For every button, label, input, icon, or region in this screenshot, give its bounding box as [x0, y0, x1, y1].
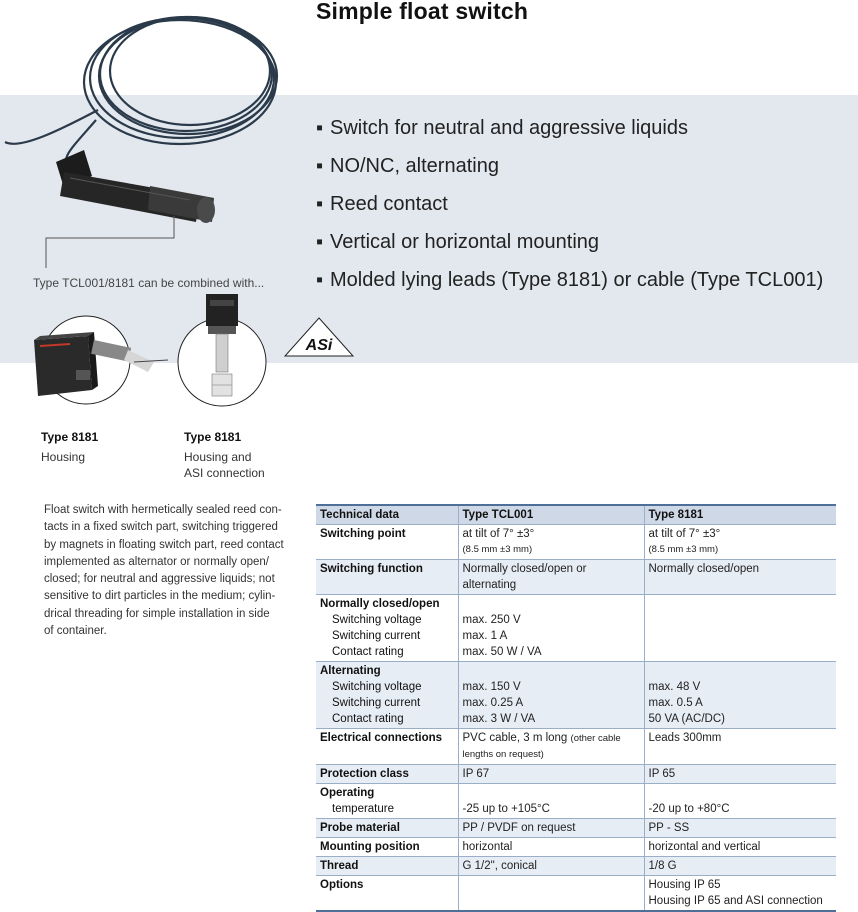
- bullet-icon: ▪: [316, 155, 324, 177]
- table-row: [316, 662, 836, 729]
- cell-8181: [644, 595, 836, 662]
- cell-line: 1/8 G: [648, 860, 677, 872]
- cell-line: max. 0.5 A: [648, 697, 703, 709]
- cell-line: [649, 663, 833, 679]
- cell-line: [649, 785, 833, 801]
- bullet-icon: ▪: [316, 231, 324, 253]
- cell-tcl001: [458, 876, 644, 912]
- cell-line: Switching voltage: [332, 681, 422, 693]
- product-description: [44, 502, 294, 640]
- cell-tcl001: [458, 765, 644, 784]
- cell-line: max. 48 V: [648, 681, 701, 693]
- cell-line: Normally closed/open: [320, 598, 440, 610]
- table-row: [316, 560, 836, 595]
- cell-line: at tilt of 7° ±3°: [648, 528, 721, 540]
- cell-line: horizontal: [462, 841, 513, 853]
- cell-line: max. 150 V: [462, 681, 521, 693]
- row-label: [316, 784, 458, 819]
- cell-line: alternating: [462, 579, 517, 591]
- cell-8181: [644, 838, 836, 857]
- cell-line: [463, 596, 640, 612]
- variant-type: Type 8181: [41, 430, 99, 444]
- description-line: of container.: [44, 625, 107, 638]
- cell-tcl001: [458, 857, 644, 876]
- combination-caption: Type TCL001/8181 can be combined with...: [33, 276, 265, 290]
- cell-line: Housing IP 65: [648, 879, 721, 891]
- asi-logo: [282, 316, 356, 358]
- technical-data-table: [316, 504, 836, 912]
- cell-8181: [644, 819, 836, 838]
- cell-tcl001: [458, 819, 644, 838]
- cell-line: G 1/2", conical: [462, 860, 537, 872]
- cell-8181: [644, 729, 836, 765]
- table-row: [316, 838, 836, 857]
- cell-tcl001: [458, 838, 644, 857]
- cell-line: Contact rating: [332, 646, 404, 658]
- table-row: [316, 876, 836, 912]
- cell-line: [463, 663, 640, 679]
- cell-8181: [644, 857, 836, 876]
- cell-8181: [644, 525, 836, 560]
- cell-tcl001: [458, 560, 644, 595]
- feature-item: [316, 114, 823, 152]
- variant-housing: [41, 429, 98, 465]
- feature-text: Switch for neutral and aggressive liquids: [330, 117, 688, 139]
- cell-line: Electrical connections: [320, 732, 443, 744]
- cell-line: Protection class: [320, 768, 409, 780]
- cell-tcl001: [458, 784, 644, 819]
- cell-line: Alternating: [320, 665, 381, 677]
- table-row: [316, 857, 836, 876]
- row-label: [316, 765, 458, 784]
- cell-line: Switching function: [320, 563, 423, 575]
- description-line: implemented as alternator or normally open/: [44, 555, 270, 568]
- description-line: by magnets in floating switch part, reed contact: [44, 538, 284, 551]
- row-label: [316, 595, 458, 662]
- cell-line: Options: [320, 879, 364, 891]
- row-label: [316, 525, 458, 560]
- variant-desc-line: Housing and: [184, 450, 252, 464]
- asi-logo-text: ASi: [305, 337, 333, 354]
- asi-housing-accessory-photo: [178, 290, 278, 412]
- cell-line: (8.5 mm ±3 mm): [648, 544, 719, 555]
- variant-desc-line: ASI connection: [184, 466, 265, 480]
- description-line: drical threading for simple installation in side: [44, 607, 270, 620]
- cell-8181: [644, 662, 836, 729]
- cell-tcl001: [458, 729, 644, 765]
- cell-line: max. 50 W / VA: [462, 646, 542, 658]
- cell-tcl001: [458, 525, 644, 560]
- row-label: [316, 662, 458, 729]
- cell-8181: [644, 560, 836, 595]
- cell-line: PVC cable, 3 m long (other cable: [462, 732, 621, 744]
- table-header-row: [316, 505, 836, 525]
- cell-tcl001: [458, 662, 644, 729]
- cell-line: Normally closed/open: [648, 563, 760, 575]
- cell-8181: [644, 784, 836, 819]
- cell-line: IP 67: [462, 768, 490, 780]
- bullet-icon: ▪: [316, 117, 324, 139]
- table-row: [316, 765, 836, 784]
- cell-8181: [644, 876, 836, 912]
- cell-line: Switching point: [320, 528, 406, 540]
- cell-line: -20 up to +80°C: [648, 803, 730, 815]
- table-row: [316, 784, 836, 819]
- feature-text: Vertical or horizontal mounting: [330, 231, 600, 253]
- variant-desc-line: Housing: [41, 450, 86, 464]
- description-line: sensitive to dirt particles in the medium; cylin-: [44, 590, 276, 603]
- feature-text: NO/NC, alternating: [330, 155, 499, 177]
- row-label: [316, 729, 458, 765]
- row-label: [316, 560, 458, 595]
- table-row: [316, 819, 836, 838]
- cell-line: temperature: [332, 803, 395, 815]
- float-switch-photo: [0, 0, 300, 285]
- row-label: [316, 857, 458, 876]
- description-line: closed; for neutral and aggressive liquids; not: [44, 573, 275, 586]
- table-row: [316, 729, 836, 765]
- variant-housing-asi: [184, 429, 265, 481]
- cell-tcl001: [458, 595, 644, 662]
- cell-line: horizontal and vertical: [648, 841, 761, 853]
- switch-body: [56, 150, 215, 223]
- cell-line: Switching current: [332, 697, 421, 709]
- bullet-icon: ▪: [316, 193, 324, 215]
- feature-item: [316, 228, 823, 266]
- cell-line: (8.5 mm ±3 mm): [462, 544, 533, 555]
- description-line: Float switch with hermetically sealed reed con-: [44, 504, 282, 516]
- bullet-icon: ▪: [316, 269, 324, 291]
- cell-line: max. 3 W / VA: [462, 713, 536, 725]
- cell-line: -25 up to +105°C: [462, 803, 550, 815]
- cell-line: Operating: [320, 787, 375, 799]
- cell-8181: [644, 765, 836, 784]
- header-type-8181: Type 8181: [648, 509, 704, 521]
- variant-type: Type 8181: [184, 430, 242, 444]
- row-label: [316, 838, 458, 857]
- page-title: Simple float switch: [316, 0, 529, 24]
- cell-line: Contact rating: [332, 713, 404, 725]
- row-label: [316, 819, 458, 838]
- cell-line: Leads 300mm: [648, 732, 722, 744]
- cell-line: lengths on request): [462, 749, 544, 760]
- cell-line: max. 250 V: [462, 614, 521, 626]
- header-type-tcl001: Type TCL001: [458, 505, 644, 525]
- cell-line: Mounting position: [320, 841, 420, 853]
- cell-line: Housing IP 65 and ASI connection: [648, 895, 823, 907]
- feature-item: [316, 152, 823, 190]
- cell-line: PP / PVDF on request: [462, 822, 576, 834]
- cell-line: [463, 785, 640, 801]
- row-label: [316, 876, 458, 912]
- cell-line: Normally closed/open or: [462, 563, 587, 575]
- table-row: [316, 595, 836, 662]
- housing-accessory-photo: [30, 318, 170, 418]
- feature-text: Reed contact: [330, 193, 448, 215]
- cell-line: IP 65: [648, 768, 676, 780]
- cell-line: max. 0.25 A: [462, 697, 524, 709]
- feature-text: Molded lying leads (Type 8181) or cable (Type TCL001): [330, 269, 824, 291]
- table-row: [316, 525, 836, 560]
- feature-item: [316, 190, 823, 228]
- cell-line: PP - SS: [648, 822, 690, 834]
- cell-line: at tilt of 7° ±3°: [462, 528, 535, 540]
- cell-line: Switching current: [332, 630, 421, 642]
- cell-line: Switching voltage: [332, 614, 422, 626]
- cell-line: Probe material: [320, 822, 400, 834]
- cell-line: Thread: [320, 860, 359, 872]
- cell-line: max. 1 A: [462, 630, 508, 642]
- feature-item: [316, 266, 823, 304]
- header-technical-data: Technical data: [316, 505, 458, 525]
- cell-line: 50 VA (AC/DC): [648, 713, 725, 725]
- feature-list: [316, 114, 823, 304]
- description-line: tacts in a fixed switch part, switching triggered: [44, 521, 278, 534]
